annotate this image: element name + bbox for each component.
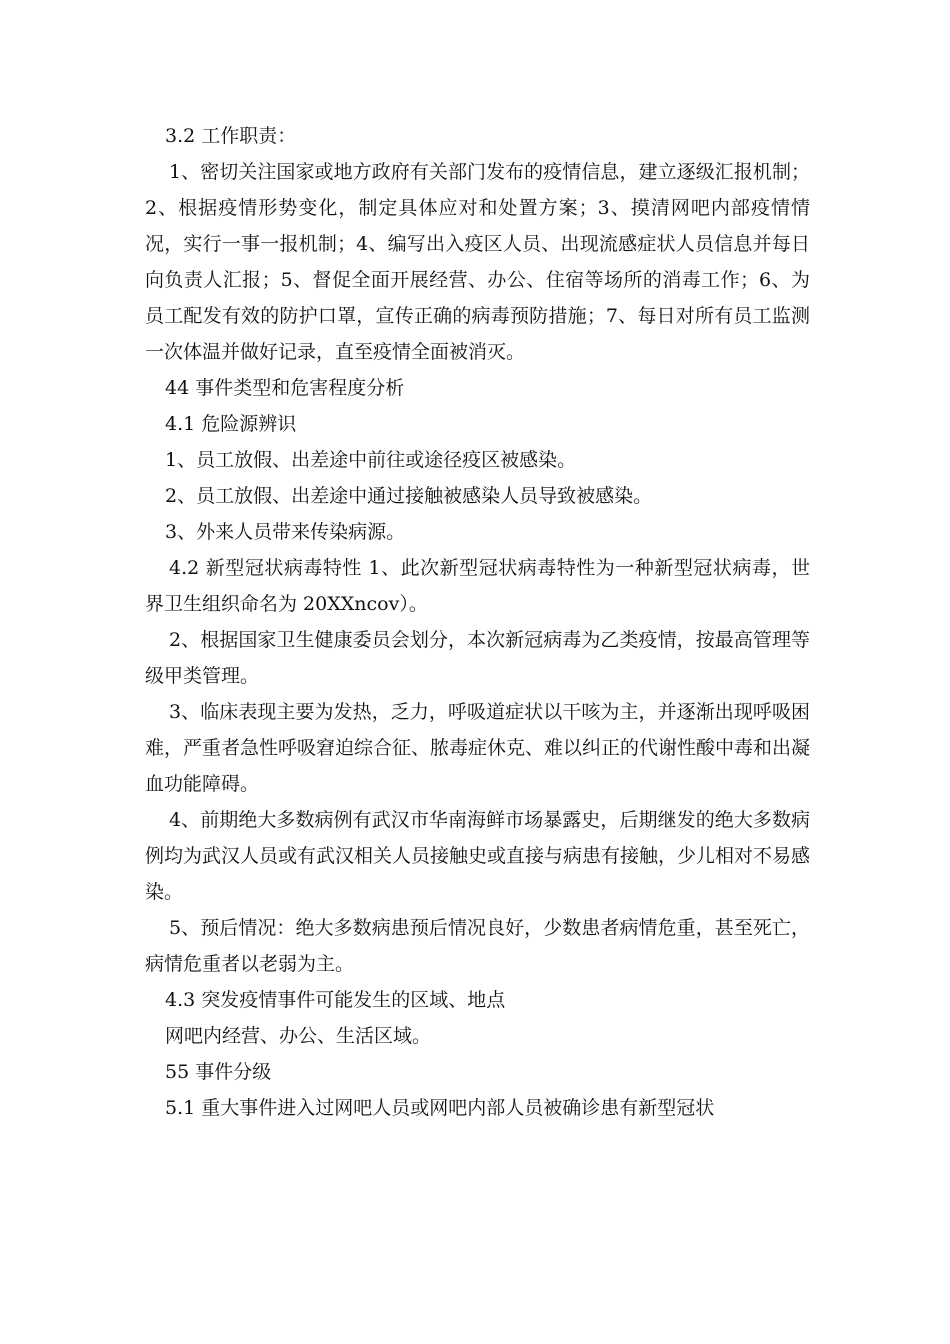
section-heading-5-1: 5.1 重大事件进入过网吧人员或网吧内部人员被确诊患有新型冠状 xyxy=(165,1097,715,1119)
section-heading-4-1: 4.1 危险源辨识 xyxy=(165,413,297,435)
paragraph-virus-feature-3: 3、临床表现主要为发热，乏力，呼吸道症状以干咳为主，并逐渐出现呼吸困难，严重者急性呼吸窘迫综合征、脓毒症休克、难以纠正的代谢性酸中毒和出凝血功能障碍。 xyxy=(145,701,811,795)
paragraph-duties: 1、密切关注国家或地方政府有关部门发布的疫情信息，建立逐级汇报机制；2、根据疫情形势变化，制定具体应对和处置方案；3、摸清网吧内部疫情情况，实行一事一报机制；4、编写出入疫区人员、出现流感症状人员信息并每日向负责人汇报；5、督促全面开展经营、办公、住宿等场所的消毒工作；6、为员工配发有效的防护口罩，宣传正确的病毒预防措施；7、每日对所有员工监测一次体温并做好记录，直至疫情全面被消灭。 xyxy=(145,161,810,363)
section-heading-5: 55 事件分级 xyxy=(165,1061,272,1083)
list-item-hazard-2: 2、员工放假、出差途中通过接触被感染人员导致被感染。 xyxy=(165,485,653,507)
list-item-hazard-1: 1、员工放假、出差途中前往或途径疫区被感染。 xyxy=(165,449,577,471)
paragraph-virus-feature-2: 2、根据国家卫生健康委员会划分，本次新冠病毒为乙类疫情，按最高管理等级甲类管理。 xyxy=(145,629,810,687)
paragraph-virus-feature-5: 5、预后情况：绝大多数病患预后情况良好，少数患者病情危重，甚至死亡，病情危重者以老弱为主。 xyxy=(145,917,810,975)
list-item-hazard-3: 3、外来人员带来传染病源。 xyxy=(165,521,406,543)
section-heading-3-2: 3.2 工作职责： xyxy=(165,125,297,147)
section-heading-4-3: 4.3 突发疫情事件可能发生的区域、地点 xyxy=(165,989,506,1011)
section-heading-4: 44 事件类型和危害程度分析 xyxy=(165,377,405,399)
paragraph-virus-feature-1: 4.2 新型冠状病毒特性 1、此次新型冠状病毒特性为一种新型冠状病毒，世界卫生组织命名为 20XXncov）。 xyxy=(145,557,810,615)
paragraph-area: 网吧内经营、办公、生活区域。 xyxy=(165,1025,432,1047)
paragraph-virus-feature-4: 4、前期绝大多数病例有武汉市华南海鲜市场暴露史，后期继发的绝大多数病例均为武汉人员或有武汉相关人员接触史或直接与病患有接触，少儿相对不易感染。 xyxy=(145,809,811,903)
document-body xyxy=(145,118,810,1126)
